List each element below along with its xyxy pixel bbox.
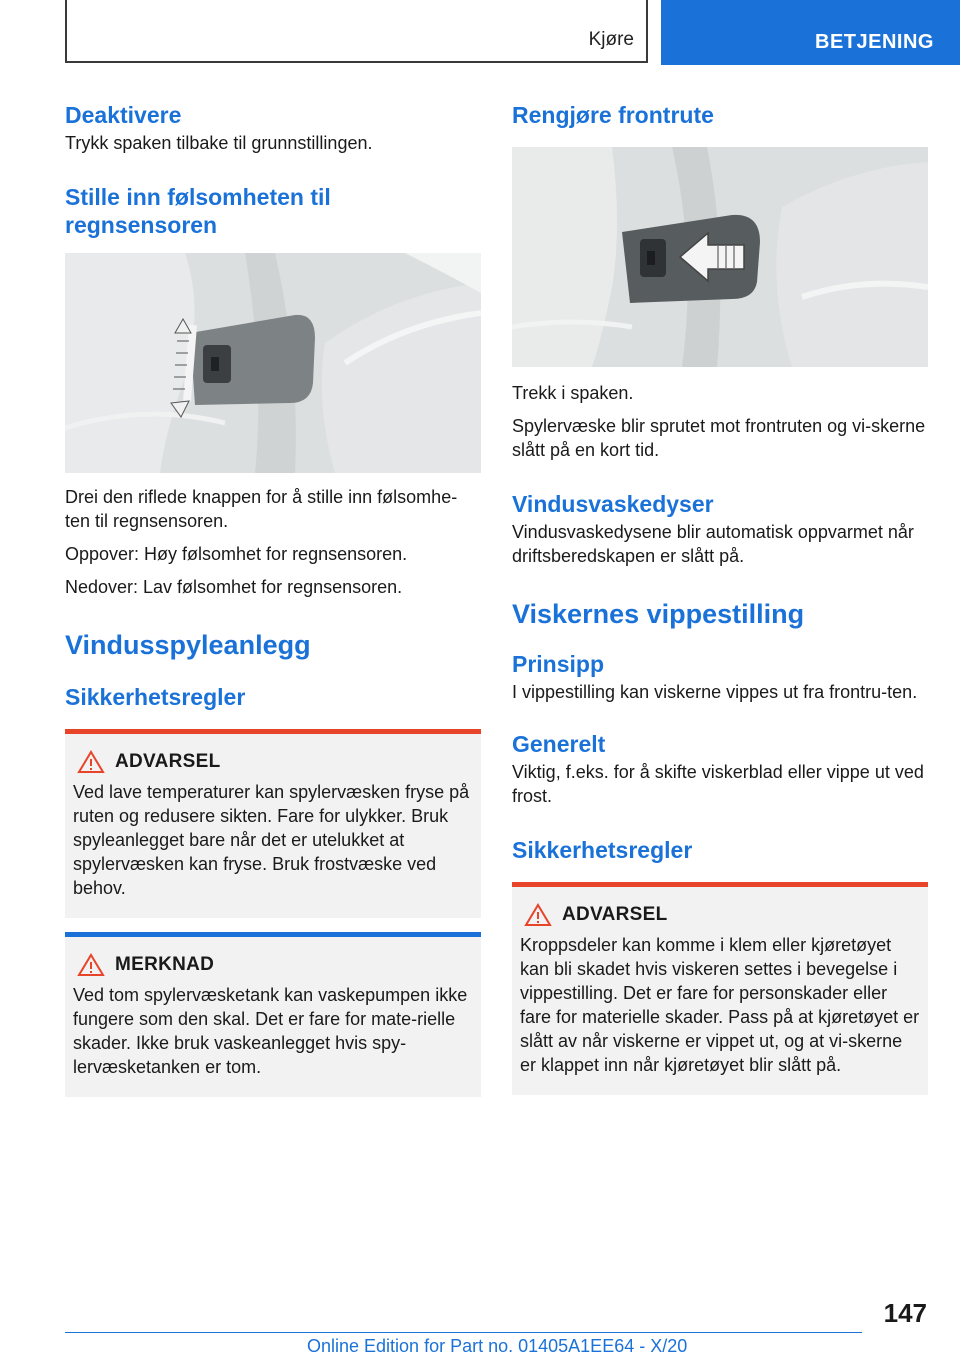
warning-box-right: [512, 882, 928, 1095]
notice-box-left: [65, 932, 481, 1097]
warning-text-right: Kroppsdeler kan komme i klem eller kjøretøyet kan bli skadet hvis viskeren settes i bevegelse i vippestilling. Det er fare for personskader eller fare for materielle skader. Pass på at kjøretøyet er slått av når viskerne er vippet ut, og at vi-skerne er klappet inn når kjøretøyet blir slått på.: [520, 935, 920, 1075]
notice-triangle-icon: [77, 953, 105, 977]
washer-lever-illustration: [512, 147, 928, 367]
warning-box-left: [65, 729, 481, 918]
footer-edition: Online Edition for Part no. 01405A1EE64 - X/20: [307, 1336, 688, 1356]
heading-principle: Prinsipp: [512, 651, 605, 677]
notice-title-left: MERKNAD: [115, 954, 215, 975]
text-general: Viktig, f.eks. for å skifte viskerblad eller vippe ut ved frost.: [512, 762, 924, 806]
heading-sensitivity: Stille inn følsomheten til regnsensoren: [65, 184, 331, 238]
notice-text-left: Ved tom spylervæsketank kan vaskepumpen ikke fungere som den skal. Det er fare for mate-rielle skader. Ikke bruk vaskeanlegget hvis spy-lervæsketanken er tom.: [73, 985, 468, 1077]
text-nozzles: Vindusvaskedysene blir automatisk oppvarmet når driftsberedskapen er slått på.: [512, 522, 914, 566]
heading-nozzles: Vindusvaskedyser: [512, 491, 714, 517]
warning-triangle-icon: [77, 750, 105, 774]
heading-fold-position: Viskernes vippestilling: [512, 599, 805, 629]
text-sensitivity-2: Oppover: Høy følsomhet for regnsensoren.: [65, 544, 408, 564]
figure-washer-lever: [512, 147, 928, 367]
figure-rain-sensor-knob: [65, 253, 481, 473]
warning-title-right: ADVARSEL: [562, 904, 668, 925]
text-principle: I vippestilling kan viskerne vippes ut fra frontru-ten.: [512, 682, 918, 702]
header-section: Kjøre: [588, 29, 634, 50]
warning-triangle-icon: [524, 903, 552, 927]
heading-general: Generelt: [512, 731, 606, 757]
header-tab: [661, 0, 960, 65]
footer-divider: [65, 1332, 862, 1333]
heading-washer: Vindusspyleanlegg: [65, 630, 311, 660]
heading-safety-right: Sikkerhetsregler: [512, 837, 693, 863]
heading-safety-left: Sikkerhetsregler: [65, 684, 246, 710]
text-deactivate: Trykk spaken tilbake til grunnstillingen.: [65, 133, 373, 153]
right-column: [512, 101, 928, 1095]
page-number: 147: [883, 1298, 927, 1328]
text-sensitivity-3: Nedover: Lav følsomhet for regnsensoren.: [65, 577, 403, 597]
header-box: [65, 0, 648, 63]
warning-text-left: Ved lave temperaturer kan spylervæsken fryse på ruten og redusere sikten. Fare for ulykker. Bruk spyleanlegget bare når det er utelukket at spylervæsken kan fryse. Bruk frostvæske ved behov.: [73, 782, 470, 898]
text-sensitivity-1: Drei den riflede knappen for å stille inn følsomhe-ten til regnsensoren.: [65, 487, 458, 531]
heading-clean: Rengjøre frontrute: [512, 102, 714, 128]
header-tab-label: BETJENING: [815, 31, 934, 53]
text-clean-2: Spylervæske blir sprutet mot frontruten og vi-skerne slått på en kort tid.: [512, 416, 926, 460]
heading-deactivate: Deaktivere: [65, 102, 182, 128]
rain-sensor-knob-illustration: [65, 253, 481, 473]
warning-title-left: ADVARSEL: [115, 751, 221, 772]
text-clean-1: Trekk i spaken.: [512, 383, 634, 403]
left-column: [65, 101, 481, 1097]
